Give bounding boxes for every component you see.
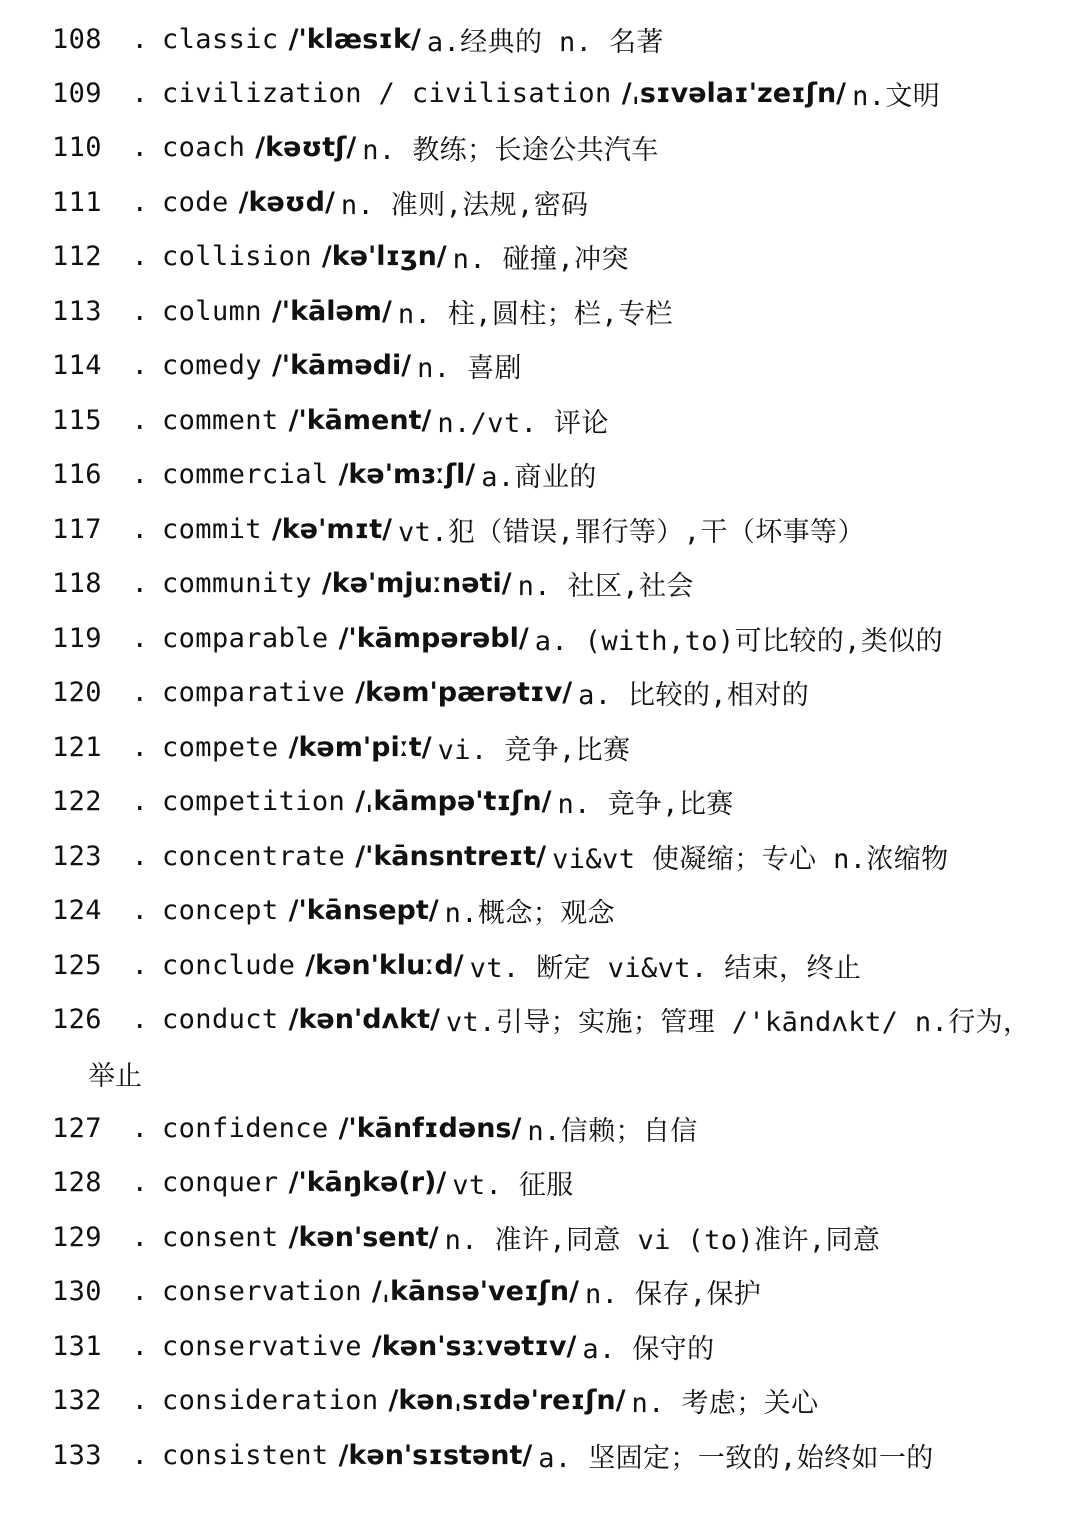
entry-phonetic: /'kāmədi/	[271, 349, 412, 381]
entry-phonetic: /kən'dʌkt/	[288, 1003, 440, 1035]
entry-definition: vt.犯（错误,罪行等）,干（坏事等）	[397, 516, 865, 548]
entry-word: conservative	[162, 1330, 362, 1362]
vocab-entry	[52, 236, 629, 276]
entry-phonetic: /kən'sɪstənt/	[338, 1439, 533, 1471]
vocab-entry	[52, 890, 615, 930]
entry-phonetic: /kə'lɪʒn/	[321, 240, 447, 272]
entry-dot: .	[131, 622, 149, 654]
entry-dot: .	[131, 1221, 149, 1253]
entry-number: 120	[52, 676, 102, 708]
entry-word: code	[162, 186, 229, 218]
entry-definition: n. 准则,法规,密码	[340, 189, 589, 221]
entry-definition: n./vt. 评论	[437, 407, 609, 439]
entry-number: 132	[52, 1384, 102, 1416]
entry-dot: .	[131, 567, 149, 599]
entry-phonetic: /kə'mɜːʃl/	[338, 458, 476, 490]
entry-number: 126	[52, 1003, 102, 1035]
entry-definition: a. 比较的,相对的	[578, 679, 810, 711]
entry-dot: .	[131, 295, 149, 327]
entry-phonetic: /kəm'piːt/	[288, 731, 432, 763]
entry-definition: vi. 竞争,比赛	[437, 734, 631, 766]
entry-number: 111	[52, 186, 102, 218]
entry-word: comparable	[162, 622, 329, 654]
entry-phonetic: /kə'mɪt/	[271, 513, 392, 545]
entry-dot: .	[131, 513, 149, 545]
entry-definition: n. 喜剧	[417, 352, 522, 384]
entry-phonetic: /kən'kluːd/	[305, 949, 464, 981]
entry-number: 109	[52, 77, 102, 109]
entry-phonetic: /ˌkānsə'veɪʃn/	[371, 1275, 579, 1307]
entry-number: 121	[52, 731, 102, 763]
entry-number: 130	[52, 1275, 102, 1307]
entry-definition: n. 准许,同意 vi (to)准许,同意	[444, 1224, 881, 1256]
entry-phonetic: /'kāmpərəbl/	[338, 622, 529, 654]
entry-number: 114	[52, 349, 102, 381]
entry-definition-continued: 举止	[88, 1060, 142, 1092]
entry-phonetic: /ˌsɪvəlaɪ'zeɪʃn/	[621, 77, 847, 109]
entry-definition: a.商业的	[481, 461, 597, 493]
entry-phonetic: /kəʊtʃ/	[255, 131, 357, 163]
entry-number: 108	[52, 23, 102, 55]
entry-word: compete	[162, 731, 279, 763]
vocab-entry	[52, 727, 630, 767]
vocab-entry	[52, 836, 949, 876]
entry-dot: .	[131, 731, 149, 763]
entry-phonetic: /kəm'pærətɪv/	[355, 676, 573, 708]
entry-definition: vi&vt 使凝缩；专心 n.浓缩物	[552, 843, 949, 875]
vocab-entry	[52, 945, 861, 985]
entry-phonetic: /'kāŋkə(r)/	[288, 1166, 447, 1198]
entry-dot: .	[131, 1384, 149, 1416]
entry-word: community	[162, 567, 312, 599]
entry-number: 116	[52, 458, 102, 490]
entry-phonetic: /ˌkāmpə'tɪʃn/	[355, 785, 552, 817]
entry-number: 110	[52, 131, 102, 163]
vocab-entry	[52, 73, 940, 113]
entry-word: collision	[162, 240, 312, 272]
entry-number: 124	[52, 894, 102, 926]
entry-word: coach	[162, 131, 246, 163]
entry-definition: n. 社区,社会	[517, 570, 694, 602]
entry-dot: .	[131, 1330, 149, 1362]
entry-word: civilization / civilisation	[162, 77, 612, 109]
entry-definition: n. 教练；长途公共汽车	[362, 134, 659, 166]
vocab-entry	[52, 1162, 574, 1202]
entry-number: 119	[52, 622, 102, 654]
entry-number: 128	[52, 1166, 102, 1198]
entry-number: 133	[52, 1439, 102, 1471]
entry-phonetic: /kən'sent/	[288, 1221, 439, 1253]
entry-definition: a. 坚固定；一致的,始终如一的	[538, 1442, 934, 1474]
vocab-entry	[52, 182, 589, 222]
entry-dot: .	[131, 404, 149, 436]
vocab-entry	[52, 1380, 818, 1420]
entry-dot: .	[131, 131, 149, 163]
entry-definition: n.概念；观念	[444, 897, 615, 929]
entry-word: competition	[162, 785, 346, 817]
entry-number: 125	[52, 949, 102, 981]
entry-dot: .	[131, 458, 149, 490]
entry-definition: vt.引导；实施；管理 /'kāndʌkt/ n.行为，	[445, 1006, 1031, 1038]
vocab-entry	[52, 1271, 761, 1311]
entry-number: 118	[52, 567, 102, 599]
entry-dot: .	[131, 349, 149, 381]
vocab-entry	[52, 1435, 934, 1475]
vocab-entry	[52, 454, 597, 494]
entry-definition: n.信赖；自信	[527, 1115, 698, 1147]
entry-definition: n. 保存,保护	[584, 1278, 762, 1310]
entry-word: column	[162, 295, 262, 327]
entry-word: comment	[162, 404, 279, 436]
entry-word: commercial	[162, 458, 329, 490]
entry-number: 115	[52, 404, 102, 436]
entry-definition: vt. 征服	[452, 1169, 574, 1201]
entry-dot: .	[131, 240, 149, 272]
entry-phonetic: /'kāləm/	[271, 295, 392, 327]
entry-dot: .	[131, 1275, 149, 1307]
entry-definition: n. 柱,圆柱；栏,专栏	[397, 298, 673, 330]
entry-dot: .	[131, 840, 149, 872]
entry-phonetic: /'kānsntreɪt/	[355, 840, 547, 872]
vocab-entry	[52, 127, 659, 167]
entry-word: conquer	[162, 1166, 279, 1198]
entry-definition: vt. 断定 vi&vt. 结束，终止	[469, 952, 862, 984]
entry-phonetic: /kəʊd/	[238, 186, 335, 218]
entry-word: conclude	[162, 949, 296, 981]
entry-number: 113	[52, 295, 102, 327]
entry-phonetic: /'kāment/	[288, 404, 432, 436]
entry-definition: n.文明	[852, 80, 941, 112]
vocab-entry	[52, 291, 673, 331]
entry-dot: .	[131, 949, 149, 981]
entry-word: commit	[162, 513, 262, 545]
entry-number: 117	[52, 513, 102, 545]
entry-phonetic: /kən'sɜːvətɪv/	[371, 1330, 577, 1362]
entry-phonetic: /kə'mjuːnəti/	[321, 567, 512, 599]
vocab-entry	[52, 999, 1030, 1039]
vocab-entry	[52, 781, 734, 821]
vocab-entry	[52, 1326, 715, 1366]
entry-word: concentrate	[162, 840, 346, 872]
entry-definition: a. (with,to)可比较的,类似的	[534, 625, 944, 657]
entry-word: consideration	[162, 1384, 379, 1416]
entry-phonetic: /'kānsept/	[288, 894, 439, 926]
entry-dot: .	[131, 1112, 149, 1144]
entry-dot: .	[131, 23, 149, 55]
vocab-entry	[52, 400, 609, 440]
entry-word: comparative	[162, 676, 346, 708]
entry-definition: a.经典的 n. 名著	[426, 26, 664, 58]
entry-word: concept	[162, 894, 279, 926]
entry-dot: .	[131, 1439, 149, 1471]
entry-word: conservation	[162, 1275, 362, 1307]
entry-dot: .	[131, 1003, 149, 1035]
entry-definition: n. 竞争,比赛	[557, 788, 734, 820]
entry-definition: n. 考虑；关心	[631, 1387, 819, 1419]
vocab-entry	[52, 1108, 698, 1148]
vocab-entry	[52, 509, 865, 549]
entry-dot: .	[131, 894, 149, 926]
entry-dot: .	[131, 676, 149, 708]
entry-number: 122	[52, 785, 102, 817]
entry-definition: n. 碰撞,冲突	[452, 243, 629, 275]
entry-number: 127	[52, 1112, 102, 1144]
entry-word: consent	[162, 1221, 279, 1253]
entry-number: 112	[52, 240, 102, 272]
vocab-entry	[52, 672, 809, 712]
entry-dot: .	[131, 1166, 149, 1198]
entry-word: conduct	[162, 1003, 279, 1035]
vocab-entry	[52, 19, 664, 59]
entry-dot: .	[131, 186, 149, 218]
entry-word: comedy	[162, 349, 262, 381]
vocab-entry	[52, 345, 522, 385]
entry-number: 129	[52, 1221, 102, 1253]
entry-dot: .	[131, 785, 149, 817]
entry-phonetic: /'kānfɪdəns/	[338, 1112, 522, 1144]
entry-number: 131	[52, 1330, 102, 1362]
entry-word: confidence	[162, 1112, 329, 1144]
vocab-entry	[52, 1217, 880, 1257]
entry-word: consistent	[162, 1439, 329, 1471]
entry-number: 123	[52, 840, 102, 872]
entry-dot: .	[131, 77, 149, 109]
entry-word: classic	[162, 23, 279, 55]
entry-phonetic: /kənˌsɪdə'reɪʃn/	[388, 1384, 626, 1416]
entry-definition: a. 保守的	[582, 1333, 715, 1365]
vocab-entry	[52, 618, 943, 658]
entry-phonetic: /'klæsɪk/	[288, 23, 421, 55]
vocab-entry	[52, 563, 694, 603]
